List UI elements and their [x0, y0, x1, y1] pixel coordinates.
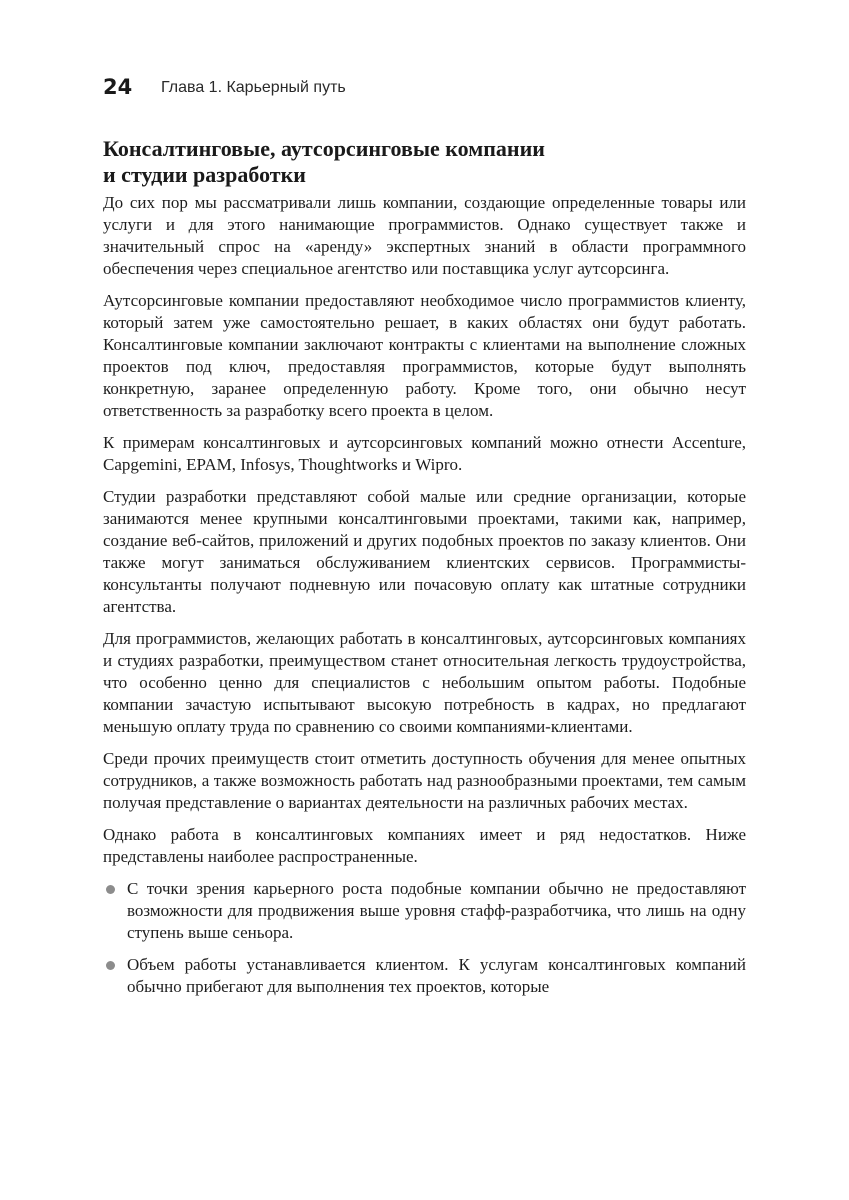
bullet-icon — [106, 961, 115, 970]
section-heading-line-1: Консалтинговые, аутсорсинговые компании — [103, 136, 545, 161]
bullet-icon — [106, 885, 115, 894]
paragraph: Студии разработки представляют собой малые или средние организации, которые занимаются менее крупными консалтинговыми проектами, такими как, например, создание веб-сайтов, приложений и других подобных проектов по заказу клиентов. Они также могут заниматься обслуживанием клиентских сервисов. Программисты-консультанты получают подневную или почасовую оплату как штатные сотрудники агентства. — [103, 487, 746, 616]
paragraph: Однако работа в консалтинговых компаниях имеет и ряд недостатков. Ниже представлены наиболее распространенные. — [103, 825, 746, 866]
page-header — [103, 73, 753, 101]
list-item — [103, 878, 746, 944]
page-body — [103, 136, 746, 1008]
list-item-text: Объем работы устанавливается клиентом. К услугам консалтинговых компаний обычно прибегают для выполнения тех проектов, которые — [127, 955, 746, 996]
chapter-title: Глава 1. Карьерный путь — [161, 79, 346, 96]
bullet-list — [103, 878, 746, 998]
paragraph: К примерам консалтинговых и аутсорсинговых компаний можно отнести Accenture, Capgemini, EPAM, Infosys, Thoughtworks и Wipro. — [103, 433, 746, 474]
paragraph: Для программистов, желающих работать в консалтинговых, аутсорсинговых компаниях и студиях разработки, преимуществом станет относительная легкость трудоустройства, что особенно ценно для специалистов с небольшим опытом работы. Подобные компании зачастую испытывают высокую потребность в кадрах, но предлагают меньшую оплату труда по сравнению со своими компаниями-клиентами. — [103, 629, 746, 736]
list-item — [103, 954, 746, 998]
list-item-text: С точки зрения карьерного роста подобные компании обычно не предоставляют возможности для продвижения выше уровня стафф-разработчика, что лишь на одну ступень выше сеньора. — [127, 879, 746, 942]
page-number: 24 — [103, 75, 133, 99]
paragraph: Среди прочих преимуществ стоит отметить доступность обучения для менее опытных сотрудников, а также возможность работать над разнообразными проектами, тем самым получая представление о вариантах деятельности на различных рабочих местах. — [103, 749, 746, 812]
section-heading-line-2: и студии разработки — [103, 162, 306, 187]
paragraph: Аутсорсинговые компании предоставляют необходимое число программистов клиенту, который затем уже самостоятельно решает, в каких областях они будут работать. Консалтинговые компании заключают контракты с клиентами на выполнение сложных проектов под ключ, предоставляя программистов, которые будут выполнять конкретную, заранее определенную работу. Кроме того, они обычно несут ответственность за разработку всего проекта в целом. — [103, 291, 746, 420]
paragraph: До сих пор мы рассматривали лишь компании, создающие определенные товары или услуги и для этого нанимающие программистов. Однако существует также и значительный спрос на «аренду» экспертных знаний в области программного обеспечения через специальное агентство или поставщика услуг аутсорсинга. — [103, 193, 746, 278]
section-heading — [103, 136, 746, 188]
